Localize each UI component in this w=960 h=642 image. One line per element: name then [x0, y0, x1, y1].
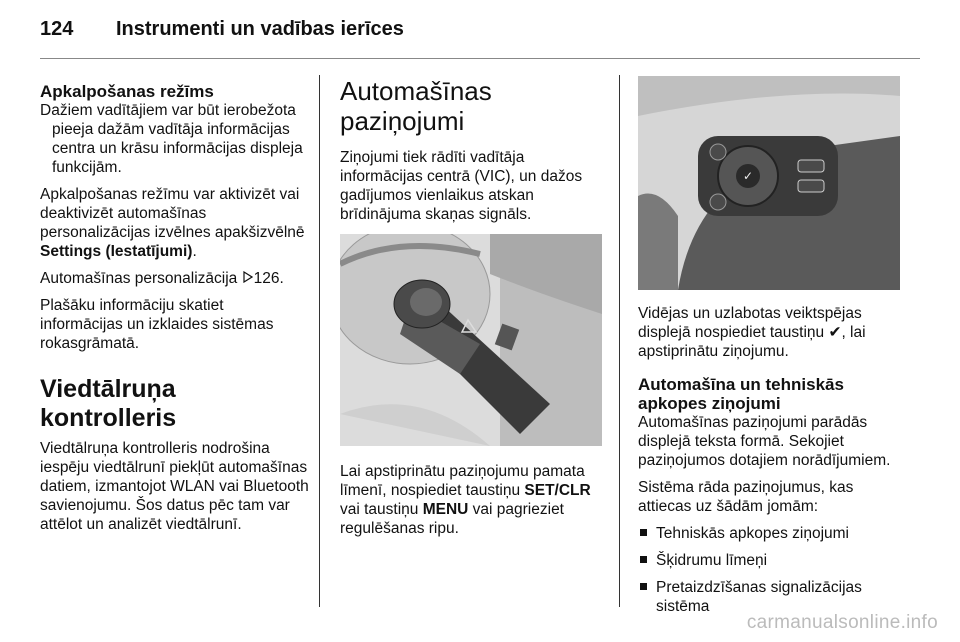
personalization-ref [40, 269, 310, 288]
settings-text-post: . [192, 243, 197, 260]
page-number: 124 [40, 18, 74, 40]
page-ref-arrow-icon [242, 269, 254, 288]
list-item: Pretaizdzīšanas signalizācijas sistēma [638, 578, 900, 616]
infotainment-ref-text: Plašāku informāciju skatiet informācijas un izklaides sistēmas rokasgrāmatā. [40, 297, 274, 352]
advanced-text-post: , lai apstiprinātu ziņojumu. [638, 324, 866, 360]
advanced-text-pre: Vidējas un uzlabotas veiktspējas displejā nospiediet taustiņu [638, 305, 862, 341]
personalization-page-ref[interactable]: 126. [253, 270, 284, 287]
svg-text:✓: ✓ [742, 169, 754, 183]
right-column [638, 76, 900, 624]
vehicle-service-messages-heading: Automašīna un tehniskās apkopes ziņojumi [638, 375, 844, 413]
personalization-ref-text: Automašīnas personalizācija [40, 270, 242, 287]
menu-key-label: MENU [422, 501, 469, 518]
header-rule [40, 58, 920, 59]
confirm-text-post: vai pagrieziet regulēšanas ripu. [340, 501, 564, 537]
confirm-text-mid: vai taustiņu [340, 501, 423, 518]
turn-signal-lever-figure [340, 234, 602, 446]
chapter-title: Instrumenti un vadības ierīces [116, 18, 404, 40]
smartphone-controller-text: Viedtālruņa kontrolleris nodrošina iespēju viedtālrunī piekļūt automašīnas datiem, izmantojot WLAN vai Bluetooth savienojumu. Šos datus pēc tam var attēlot un analizēt viedtālrunī. [40, 440, 309, 533]
confirm-message-text [340, 462, 602, 538]
column-divider-1 [319, 75, 320, 607]
middle-column [340, 76, 602, 546]
vehicle-messages-heading: Automašīnas paziņojumi [340, 76, 492, 136]
settings-label: Settings (Iestatījumi) [40, 243, 193, 260]
left-column [40, 82, 310, 542]
service-mode-settings-text [40, 185, 310, 261]
page-header [40, 18, 404, 41]
service-mode-text: Dažiem vadītājiem var būt ierobežota pieeja dažām vadītāja informācijas centra un krāsu informācijas displeja funkcijām. [40, 102, 303, 176]
list-item: Šķidrumu līmeņi [638, 551, 900, 570]
list-item: Tehniskās apkopes ziņojumi [638, 524, 900, 543]
confirm-advanced-text [638, 304, 900, 361]
checkmark-icon: ✔ [828, 324, 842, 341]
settings-text-pre: Apkalpošanas režīmu var aktivizēt vai deaktivizēt automašīnas personalizācijas izvēlnes apakšizvēlnē [40, 186, 305, 241]
confirm-text-pre: Lai apstiprinātu paziņojumu pamata līmenī, nospiediet taustiņu [340, 463, 585, 499]
vehicle-service-messages-text: Automašīnas paziņojumi parādās displejā teksta formā. Sekojiet paziņojumos dotajiem norādījumiem. [638, 414, 891, 469]
smartphone-controller-heading: Viedtālruņa kontrolleris [40, 375, 177, 432]
service-mode-heading: Apkalpošanas režīms [40, 82, 214, 101]
message-areas-list [638, 524, 900, 616]
column-divider-2 [619, 75, 620, 607]
system-areas-text: Sistēma rāda paziņojumus, kas attiecas uz šādām jomām: [638, 479, 854, 515]
watermark: carmanualsonline.info [746, 612, 938, 633]
vehicle-messages-text: Ziņojumi tiek rādīti vadītāja informācijas centrā (VIC), un dažos gadījumos vienlaikus atskan brīdinājuma skaņas signāls. [340, 149, 583, 223]
set-clr-key-label: SET/CLR [524, 482, 591, 499]
steering-wheel-controls-figure [638, 76, 900, 290]
